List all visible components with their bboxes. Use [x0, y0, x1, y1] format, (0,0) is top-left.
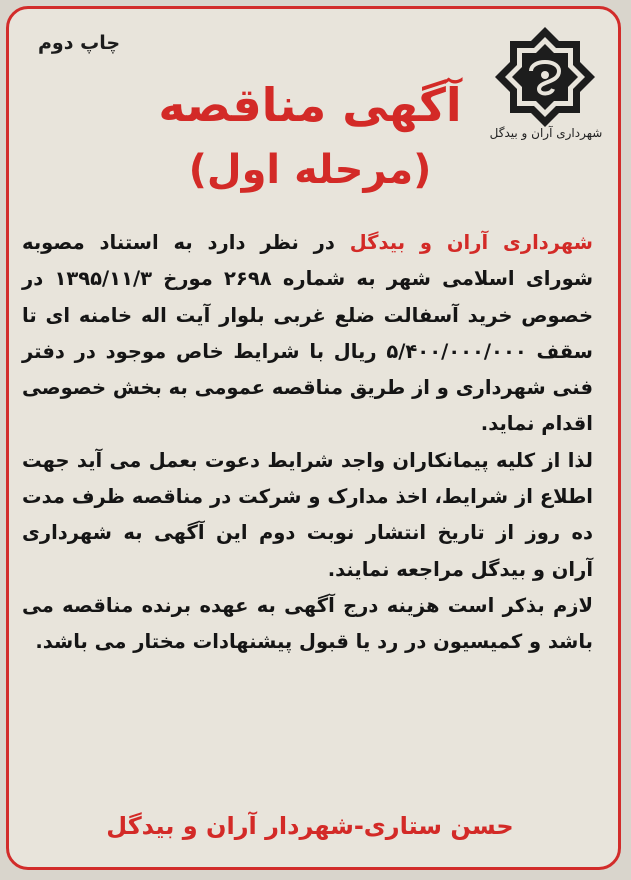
signature: حسن ستاری-شهردار آران و بیدگل	[106, 812, 514, 840]
notice-subtitle: (مرحله اول)	[188, 147, 432, 193]
notice-title: آگهی مناقصه	[158, 78, 462, 132]
edition-label: چاپ دوم	[38, 32, 121, 54]
paragraph-1	[22, 225, 593, 443]
paragraph-3: لازم بذکر است هزینه درج آگهی به عهده برنده مناقصه می باشد و کمیسیون در رد یا قبول پیشنهادات مختار می باشد.	[22, 593, 593, 654]
notice-body	[22, 225, 593, 661]
logo-caption: شهرداری آران و بیدگل	[489, 126, 603, 140]
paragraph-1-text: در نظر دارد به استناد مصوبه شورای اسلامی شهر به شماره ۲۶۹۸ مورخ ۱۳۹۵/۱۱/۳ در خصوص خرید آسفالت ضلع غربی بلوار آیت اله خامنه ای تا سقف ۵/۴۰۰/۰۰۰/۰۰۰ ریال با شرایط خاص موجود در دفتر فنی شهرداری و از طریق مناقصه عمومی به بخش خصوصی اقدام نماید.	[22, 231, 594, 436]
municipality-logo-icon	[480, 22, 610, 162]
paragraph-2: لذا از کلیه پیمانکاران واجد شرایط دعوت بعمل می آید جهت اطلاع از شرایط، اخذ مدارک و شرکت در مناقصه ظرف مدت ده روز از تاریخ انتشار نوبت دوم این آگهی به شهرداری آران و بیدگل مراجعه نمایند.	[22, 448, 593, 581]
org-name: شهرداری آران و بیدگل	[349, 231, 593, 254]
